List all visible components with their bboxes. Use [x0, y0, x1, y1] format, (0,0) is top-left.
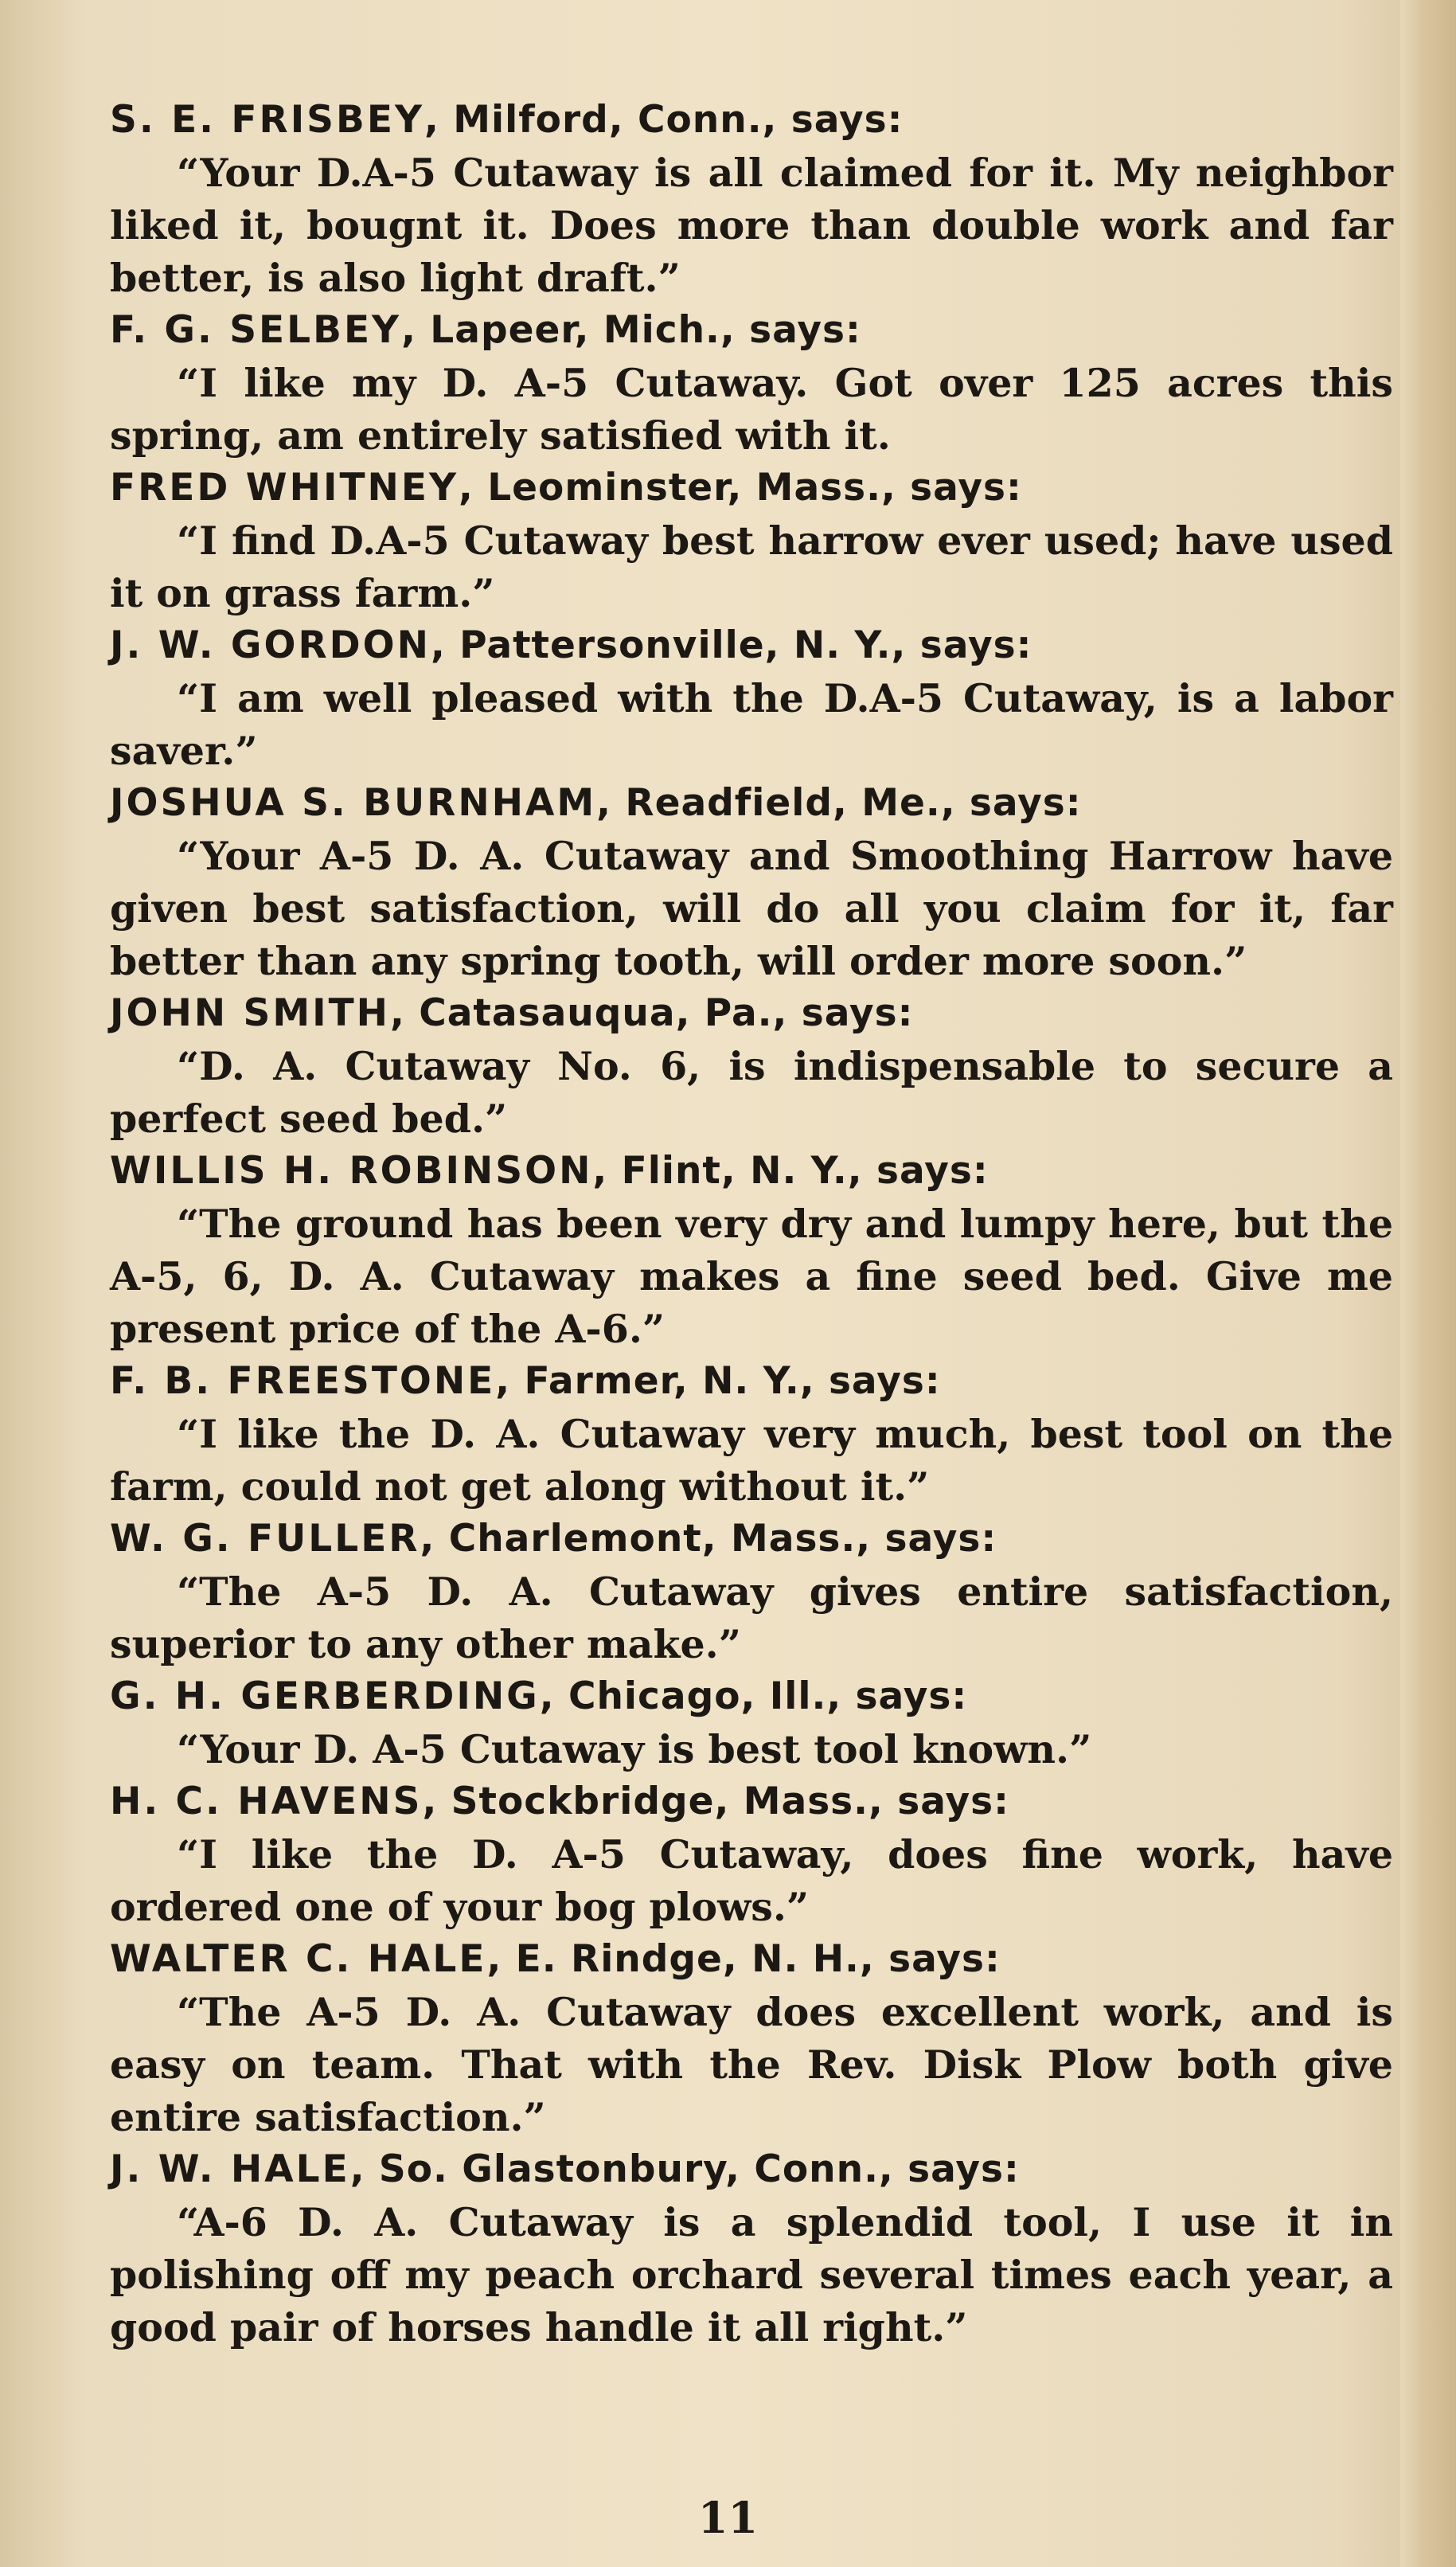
- testimonial-place: , Lapeer, Mich., says:: [401, 308, 861, 352]
- testimonial-quote: “The ground has been very dry and lumpy here, but the A-5, 6, D. A. Cutaway makes a fine seed bed. Give me present price of the A-6.”: [110, 1201, 1393, 1352]
- testimonial-quote: “I find D.A-5 Cutaway best harrow ever used; have used it on grass farm.”: [110, 518, 1393, 616]
- testimonial-quote: “The A-5 D. A. Cutaway does excellent work, and is easy on team. That with the Rev. Disk Plow both give entire satisfaction.”: [110, 1989, 1393, 2140]
- testimonial-quote: “I like the D. A-5 Cutaway, does fine work, have ordered one of your bog plows.”: [110, 1831, 1393, 1930]
- testimonial-name: W. G. FULLER: [110, 1517, 420, 1561]
- testimonial: [110, 1776, 1393, 1933]
- testimonial-name: WILLIS H. ROBINSON: [110, 1149, 593, 1193]
- testimonial-quote: “D. A. Cutaway No. 6, is indispensable to secure a perfect seed bed.”: [110, 1043, 1393, 1142]
- testimonial-name: FRED WHITNEY: [110, 466, 459, 510]
- testimonial-quote: “Your D. A-5 Cutaway is best tool known.”: [177, 1726, 1092, 1772]
- testimonial-place: , Flint, N. Y., says:: [592, 1149, 989, 1193]
- testimonial-place: , Pattersonville, N. Y., says:: [430, 623, 1032, 667]
- testimonial-place: , E. Rindge, N. H., says:: [486, 1937, 1001, 1981]
- testimonial-place: , Leominster, Mass., says:: [458, 466, 1022, 510]
- testimonial-quote: “I like my D. A-5 Cutaway. Got over 125 acres this spring, am entirely satisfied with it.: [110, 360, 1393, 459]
- testimonial-place: , Catasauqua, Pa., says:: [389, 991, 914, 1035]
- testimonials-list: [110, 94, 1393, 2354]
- testimonial-name: JOSHUA S. BURNHAM: [110, 781, 597, 825]
- testimonial-quote: “The A-5 D. A. Cutaway gives entire satisfaction, superior to any other make.”: [110, 1569, 1393, 1667]
- testimonial-quote: “Your A-5 D. A. Cutaway and Smoothing Harrow have given best satisfaction, will do all you claim for it, far better than any spring tooth, will order more soon.”: [110, 833, 1393, 984]
- testimonial: [110, 1513, 1393, 1670]
- testimonial-place: , Stockbridge, Mass., says:: [422, 1780, 1009, 1823]
- testimonial-place: , Milford, Conn., says:: [424, 98, 904, 142]
- testimonial: [110, 1670, 1393, 1776]
- testimonial: [110, 777, 1393, 987]
- testimonial-name: WALTER C. HALE: [110, 1937, 487, 1981]
- testimonial: [110, 462, 1393, 619]
- testimonial: [110, 1933, 1393, 2143]
- page-number: 11: [697, 2492, 759, 2543]
- testimonial-quote: “I am well pleased with the D.A-5 Cutaway, is a labor saver.”: [110, 675, 1393, 774]
- testimonial: [110, 1355, 1393, 1513]
- testimonial-name: F. B. FREESTONE: [110, 1359, 496, 1403]
- testimonial-name: F. G. SELBEY: [110, 308, 402, 352]
- testimonial: [110, 304, 1393, 462]
- testimonial: [110, 94, 1393, 304]
- testimonial-place: , So. Glastonbury, Conn., says:: [349, 2147, 1020, 2191]
- testimonial-place: , Charlemont, Mass., says:: [420, 1517, 997, 1561]
- testimonial-name: H. C. HAVENS: [110, 1780, 423, 1823]
- testimonial-name: JOHN SMITH: [110, 991, 390, 1035]
- testimonial-quote: “I like the D. A. Cutaway very much, best tool on the farm, could not get along without it.”: [110, 1411, 1393, 1510]
- testimonial-place: , Chicago, Ill., says:: [539, 1674, 968, 1718]
- testimonial: [110, 987, 1393, 1145]
- testimonial: [110, 1145, 1393, 1355]
- testimonial-name: J. W. GORDON: [110, 623, 431, 667]
- testimonial-quote: “A-6 D. A. Cutaway is a splendid tool, I use it in polishing off my peach orchard several times each year, a good pair of horses handle it all right.”: [110, 2199, 1393, 2350]
- testimonial: [110, 2143, 1393, 2354]
- testimonial-name: S. E. FRISBEY: [110, 98, 424, 142]
- testimonial-place: , Farmer, N. Y., says:: [495, 1359, 941, 1403]
- testimonial-quote: “Your D.A-5 Cutaway is all claimed for it. My neighbor liked it, bougnt it. Does more than double work and far better, is also light draft.”: [110, 150, 1393, 301]
- testimonial: [110, 619, 1393, 777]
- testimonial-name: J. W. HALE: [110, 2147, 350, 2191]
- testimonial-name: G. H. GERBERDING: [110, 1674, 540, 1718]
- testimonial-place: , Readfield, Me., says:: [596, 781, 1082, 825]
- page-edges: [1400, 0, 1456, 2567]
